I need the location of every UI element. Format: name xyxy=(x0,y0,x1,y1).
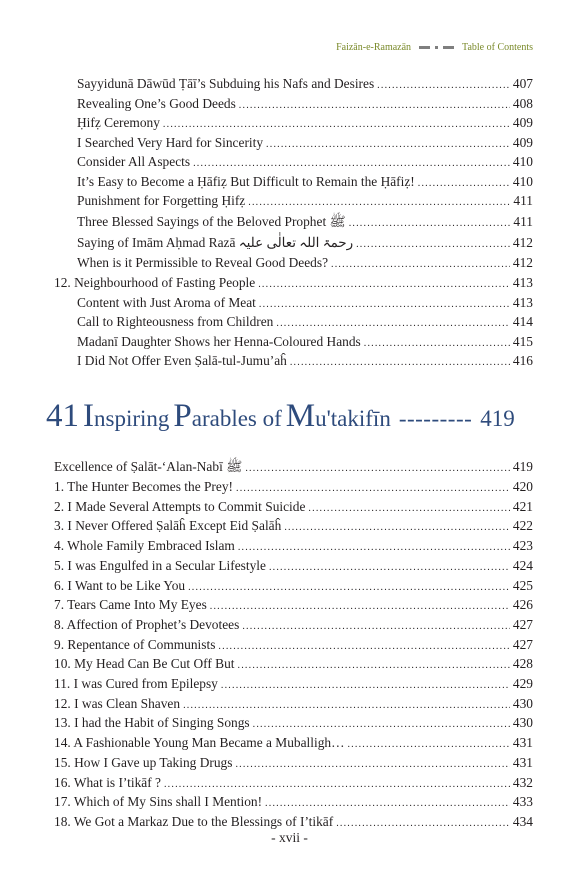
dot-leader xyxy=(242,617,510,636)
toc-entry-title: 8. Affection of Prophet’s Devotees xyxy=(54,616,240,632)
toc-entry-title: 17. Which of My Sins shall I Mention! xyxy=(54,794,263,810)
toc-entry-title: 5. I was Engulfed in a Secular Lifestyle xyxy=(54,557,266,573)
dot-leader xyxy=(265,794,510,813)
section-title: Table of Contents xyxy=(462,41,533,53)
toc-entry-title: 12. Neighbourhood of Fasting People xyxy=(54,275,256,290)
toc-entry-title: 11. I was Cured from Epilepsy xyxy=(54,676,218,691)
toc-entry-title: 13. I had the Habit of Singing Songs xyxy=(54,715,250,731)
toc-entry-title: When is it Permissible to Reveal Good Deeds? xyxy=(77,255,329,270)
toc-entry-title: 7. Tears Came Into My Eyes xyxy=(54,597,207,613)
toc-entry-page: 434 xyxy=(512,813,533,829)
chapter-word: nspiring xyxy=(94,406,170,431)
toc-entry-title: Revealing One’s Good Deeds xyxy=(77,95,236,111)
toc-entry-title: Sayyidunā Dāwūd Ṭāī’s Subduing his Nafs and Desires xyxy=(77,76,375,91)
dot-leader xyxy=(183,696,510,715)
dot-leader xyxy=(356,235,510,254)
toc-entry[interactable] xyxy=(77,133,533,152)
toc-entry-page: 410 xyxy=(512,154,533,169)
dot-leader xyxy=(308,499,509,518)
toc-entry[interactable] xyxy=(77,74,533,93)
toc-entry-title: Madanī Daughter Shows her Henna-Coloured Hands xyxy=(77,333,361,349)
toc-entry-page: 430 xyxy=(512,715,533,731)
toc-entry-page: 427 xyxy=(512,616,533,632)
toc-entry[interactable] xyxy=(54,576,533,595)
chapter-initial: P xyxy=(173,398,192,434)
dot-leader xyxy=(238,538,510,557)
toc-entry[interactable] xyxy=(77,113,533,132)
dot-leader xyxy=(266,135,510,154)
chapter-word: arables of xyxy=(191,406,282,431)
header-separator-marks xyxy=(419,46,454,49)
toc-entry-page: 431 xyxy=(512,754,533,770)
toc-entry-page: 420 xyxy=(512,479,533,494)
toc-entry-title: 14. A Fashionable Young Man Became a Muballigh… xyxy=(54,735,345,751)
dot-leader xyxy=(210,597,510,616)
toc-entry-page: 415 xyxy=(512,333,533,349)
toc-entry[interactable] xyxy=(54,497,533,516)
toc-entry-title: 3. I Never Offered Ṣalāĥ Except Eid Ṣalāĥ xyxy=(54,518,282,534)
dot-leader xyxy=(238,656,510,675)
dot-leader xyxy=(259,295,510,314)
toc-entry[interactable] xyxy=(54,694,533,713)
toc-entry[interactable] xyxy=(54,536,533,555)
toc-entry-title: 12. I was Clean Shaven xyxy=(54,695,181,711)
toc-entry[interactable] xyxy=(77,172,533,191)
dot-leader xyxy=(276,314,510,333)
dot-leader xyxy=(258,275,510,294)
dot-leader xyxy=(221,676,510,695)
toc-entry-page: 423 xyxy=(512,538,533,554)
toc-entry-page: 413 xyxy=(512,275,533,290)
toc-entry-title: I Searched Very Hard for Sincerity xyxy=(77,134,264,150)
toc-entry-page: 425 xyxy=(512,577,533,593)
toc-entry[interactable] xyxy=(54,516,533,535)
toc-entry-page: 409 xyxy=(512,134,533,150)
toc-entry-title: Call to Righteousness from Children xyxy=(77,314,274,329)
toc-entry-page: 412 xyxy=(512,235,533,250)
toc-entry[interactable] xyxy=(77,293,533,312)
dot-leader xyxy=(349,214,511,233)
toc-entry-page: 424 xyxy=(512,557,533,573)
toc-section-entry[interactable] xyxy=(54,273,533,292)
toc-entry-title: Punishment for Forgetting Ḥifẓ xyxy=(77,193,246,208)
toc-entry-page: 409 xyxy=(512,115,533,130)
dot-leader xyxy=(269,558,510,577)
toc-entry[interactable] xyxy=(77,94,533,113)
separator-dot xyxy=(435,46,438,49)
toc-entry[interactable] xyxy=(77,312,533,331)
chapter-initial: M xyxy=(285,398,316,434)
dot-leader xyxy=(248,193,510,212)
dot-leader xyxy=(347,735,509,754)
toc-entry-title: I Did Not Offer Even Ṣalā-tul-Jumu’aĥ xyxy=(77,353,287,368)
toc-entry-page: 411 xyxy=(513,193,533,208)
toc-entry[interactable] xyxy=(77,332,533,351)
dot-leader xyxy=(239,96,510,115)
toc-entry-title: Consider All Aspects xyxy=(77,154,191,169)
chapter-dash-leader: --------- xyxy=(398,406,473,431)
dot-leader xyxy=(164,775,510,794)
toc-entry-title: It’s Easy to Become a Ḥāfiẓ But Difficult to Remain the Ḥāfiẓ! xyxy=(77,173,415,189)
toc-entry-page: 431 xyxy=(512,735,533,751)
dot-leader xyxy=(163,115,510,134)
dot-leader xyxy=(235,755,509,774)
separator-dash xyxy=(443,46,454,49)
toc-entry-page: 421 xyxy=(512,498,533,514)
toc-entry-page: 432 xyxy=(512,774,533,790)
toc-entry[interactable] xyxy=(54,595,533,614)
dot-leader xyxy=(284,518,510,537)
toc-entry[interactable] xyxy=(77,253,533,272)
toc-entry[interactable] xyxy=(54,615,533,634)
toc-entry-page: 429 xyxy=(512,676,533,691)
toc-entry[interactable] xyxy=(54,635,533,654)
dot-leader xyxy=(418,174,510,193)
toc-entry-page: 419 xyxy=(512,459,533,474)
toc-entry-title: Saying of Imām Aḥmad Razā رحمۃ اللہ تعالٰی علیہ xyxy=(77,235,354,250)
toc-entry-page: 410 xyxy=(512,173,533,189)
dot-leader xyxy=(377,76,510,95)
toc-entry-title: 4. Whole Family Embraced Islam xyxy=(54,538,235,554)
toc-entry[interactable] xyxy=(54,753,533,772)
toc-entry-page: 433 xyxy=(512,794,533,810)
toc-entry[interactable] xyxy=(77,212,533,231)
toc-entry-title: 10. My Head Can Be Cut Off But xyxy=(54,656,235,672)
dot-leader xyxy=(331,255,510,274)
toc-entry-page: 416 xyxy=(512,353,533,368)
toc-entry-page: 430 xyxy=(512,695,533,711)
dot-leader xyxy=(364,334,510,353)
toc-entry[interactable] xyxy=(54,812,533,831)
toc-entry-page: 426 xyxy=(512,597,533,613)
toc-entry-page: 428 xyxy=(512,656,533,672)
dot-leader xyxy=(245,459,510,478)
toc-entry[interactable] xyxy=(54,792,533,811)
toc-entry-title: 9. Repentance of Communists xyxy=(54,636,216,652)
toc-entry[interactable] xyxy=(54,556,533,575)
book-title: Faizān-e-Ramazān xyxy=(336,41,412,53)
dot-leader xyxy=(193,154,510,173)
toc-entry-title: 2. I Made Several Attempts to Commit Suicide xyxy=(54,498,306,514)
dot-leader xyxy=(253,715,510,734)
dot-leader xyxy=(218,637,509,656)
toc-entry[interactable] xyxy=(54,773,533,792)
toc-entry[interactable] xyxy=(54,674,533,693)
toc-entry-page: 407 xyxy=(512,76,533,91)
toc-entry[interactable] xyxy=(54,477,533,496)
toc-entry-page: 422 xyxy=(512,518,533,534)
dot-leader xyxy=(290,353,510,372)
toc-entry-page: 427 xyxy=(512,636,533,652)
toc-entry-page: 411 xyxy=(513,214,533,229)
toc-entry[interactable] xyxy=(77,351,533,370)
chapter-page: 419 xyxy=(480,406,515,431)
toc-entry[interactable] xyxy=(54,654,533,673)
toc-entry[interactable] xyxy=(54,713,533,732)
dot-leader xyxy=(236,479,510,498)
toc-entry-title: 15. How I Gave up Taking Drugs xyxy=(54,754,233,770)
toc-entry-title: 16. What is I’tikāf ? xyxy=(54,774,161,790)
dot-leader xyxy=(188,578,510,597)
toc-entry[interactable] xyxy=(77,233,533,252)
chapter-number: 41 xyxy=(46,398,79,434)
toc-entry[interactable] xyxy=(54,733,533,752)
toc-entry-page: 412 xyxy=(512,255,533,270)
toc-entry-title: Content with Just Aroma of Meat xyxy=(77,294,256,310)
toc-entry-title: 18. We Got a Markaz Due to the Blessings of I’tikāf xyxy=(54,813,334,829)
toc-entry-title: Ḥifẓ Ceremony xyxy=(77,115,160,130)
running-header xyxy=(336,40,533,54)
toc-entry-page: 414 xyxy=(512,314,533,329)
page-number: - xvii - xyxy=(271,830,308,845)
chapter-heading[interactable] xyxy=(46,398,533,442)
toc-entry[interactable] xyxy=(77,191,533,210)
toc-entry-page: 413 xyxy=(512,294,533,310)
chapter-initial: I xyxy=(83,398,94,434)
toc-entry-title: Three Blessed Sayings of the Beloved Prophet ﷺ xyxy=(77,214,346,229)
toc-entry[interactable] xyxy=(77,152,533,171)
toc-entry[interactable] xyxy=(54,457,533,476)
toc-entry-page: 408 xyxy=(512,95,533,111)
chapter-word: u'takifīn xyxy=(315,406,391,431)
toc-entry-title: 6. I Want to be Like You xyxy=(54,577,186,593)
separator-dash xyxy=(419,46,430,49)
toc-entry-title: Excellence of Ṣalāt-‘Alan-Nabī ﷺ xyxy=(54,459,243,474)
toc-entry-title: 1. The Hunter Becomes the Prey! xyxy=(54,479,233,494)
